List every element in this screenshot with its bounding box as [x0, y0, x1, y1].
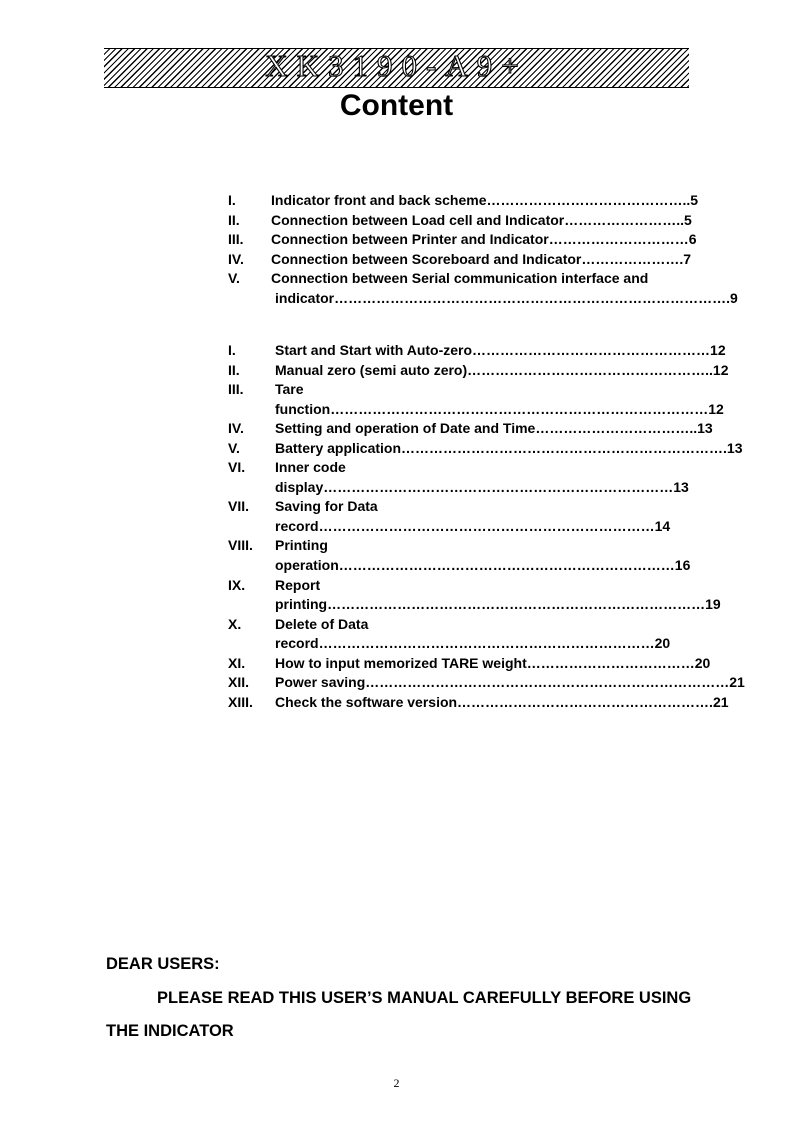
section-number: VI. [228, 459, 246, 475]
section-title: Connection between Printer and Indicator…………………………6 [271, 231, 697, 247]
section-number: VII. [228, 498, 250, 514]
section-title: Check the software version……………………………………………….21 [275, 694, 729, 710]
section-title: Report [275, 577, 321, 593]
model-name: XK3190-A9+ [265, 48, 528, 83]
section-title: Tare [275, 381, 304, 397]
section-title: Start and Start with Auto-zero……………………………………………12 [275, 342, 726, 358]
section-title-continued: function………………………………………………………………………12 [275, 401, 724, 417]
section-number: IX. [228, 577, 246, 593]
section-number: XIII. [228, 694, 253, 710]
section-number: II. [228, 212, 240, 228]
section-title: Battery application…………………………………………………………….13 [275, 440, 743, 456]
section-number: IV. [228, 251, 244, 267]
section-title: Inner code [275, 459, 346, 475]
section-title: Manual zero (semi auto zero)……………………………………………..12 [275, 362, 729, 378]
section-title-continued: indicator………………………………………………………………………….9 [275, 290, 738, 306]
section-title-continued: operation………………………………………………………………16 [275, 557, 691, 573]
section-number: I. [228, 192, 236, 208]
section-title-continued: display…………………………………………………………………13 [275, 479, 689, 495]
section-title: Indicator front and back scheme……………………………………..5 [271, 192, 699, 208]
section-number: III. [228, 381, 244, 397]
section-number: V. [228, 440, 240, 456]
section-number: II. [228, 362, 240, 378]
section-title: How to input memorized TARE weight………………………………20 [275, 655, 711, 671]
section-title: Saving for Data [275, 498, 378, 514]
section-title: Printing [275, 537, 328, 553]
section-number: XII. [228, 674, 250, 690]
section-number: III. [228, 231, 244, 247]
section-title: Delete of Data [275, 616, 369, 632]
section-title: Connection between Load cell and Indicator……………………..5 [271, 212, 692, 228]
section-number: VIII. [228, 537, 253, 553]
section-number: I. [228, 342, 236, 358]
section-title-continued: record………………………………………………………………20 [275, 635, 671, 651]
section-number: XI. [228, 655, 246, 671]
section-title: Power saving……………………………………………………………………21 [275, 674, 745, 690]
section-number: X. [228, 616, 242, 632]
section-title: Connection between Scoreboard and Indicator………………….7 [271, 251, 692, 267]
notice-line-1: PLEASE READ THIS USER’S MANUAL CAREFULLY BEFORE USING [157, 989, 692, 1007]
section-number: V. [228, 270, 240, 286]
section-title: Connection between Serial communication interface and [271, 270, 649, 286]
notice-line-2: THE INDICATOR [106, 1022, 234, 1040]
section-title: Setting and operation of Date and Time……………………………..13 [275, 420, 713, 436]
page-title: Content [339, 89, 454, 122]
notice-heading: DEAR USERS: [106, 955, 220, 973]
page-number: 2 [393, 1076, 400, 1090]
section-title-continued: printing………………………………………………………………………19 [275, 596, 721, 612]
section-number: IV. [228, 420, 244, 436]
section-title-continued: record………………………………………………………………14 [275, 518, 671, 534]
